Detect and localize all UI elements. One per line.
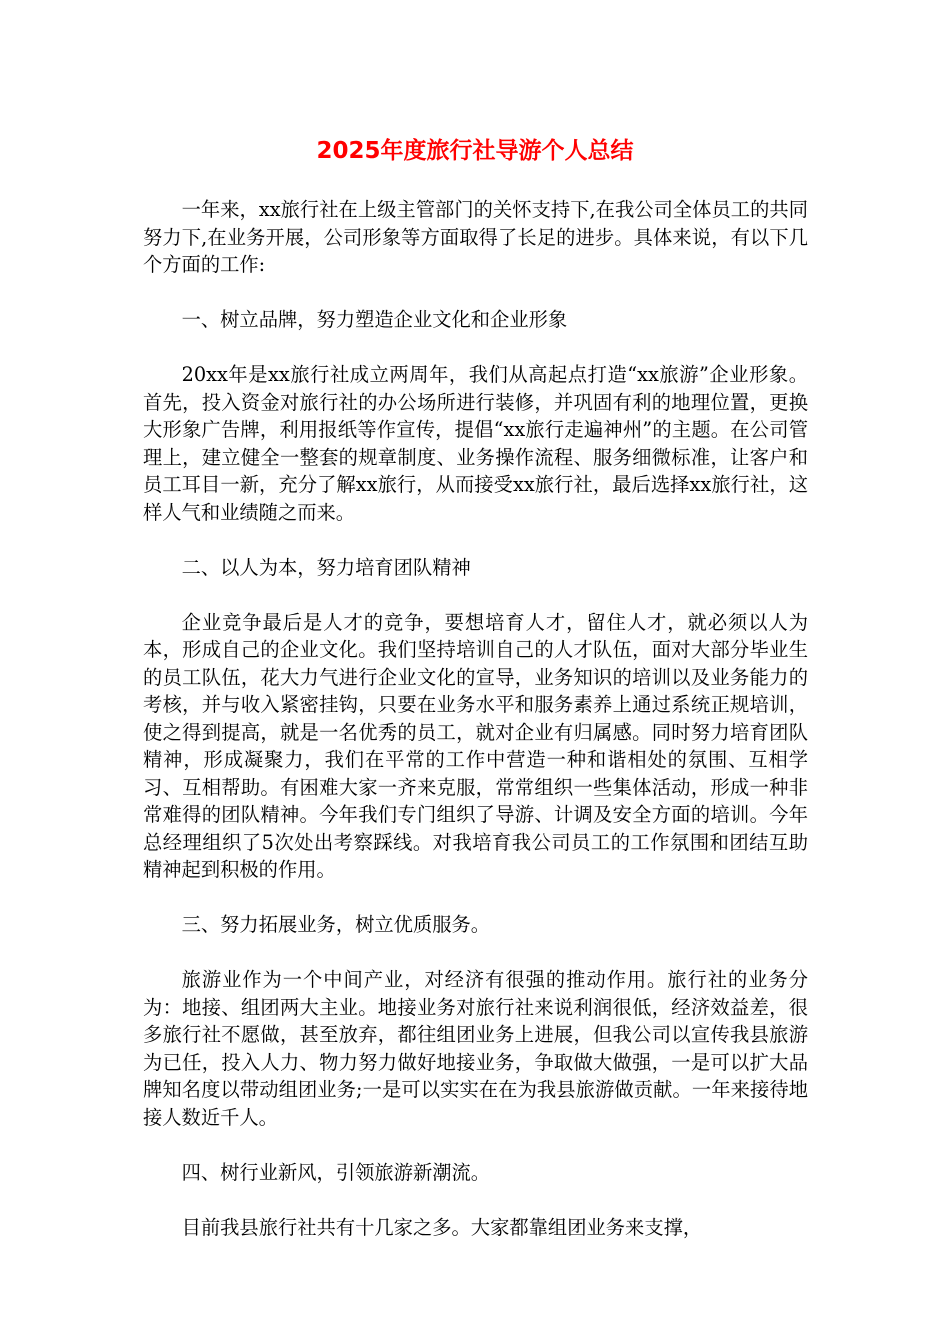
section-heading-2: 二、以人为本，努力培育团队精神 (181, 555, 471, 579)
paragraph-intro: 一年来，xx旅行社在上级主管部门的关怀支持下,在我公司全体员工的共同努力下,在业务开展，公司形象等方面取得了长足的进步。具体来说，有以下几个方面的工作: (143, 198, 808, 276)
paragraph-section-3: 旅游业作为一个中间产业，对经济有很强的推动作用。旅行社的业务分为：地接、组团两大主业。地接业务对旅行社来说利润很低，经济效益差，很多旅行社不愿做，甚至放弃，都往组团业务上进展，但我公司以宣传我县旅游为已任，投入人力、物力努力做好地接业务，争取做大做强，一是可以扩大品牌知名度以带动组团业务;一是可以实实在在为我县旅游做贡献。一年来接待地接人数近千人。 (143, 968, 808, 1129)
paragraph-section-2: 企业竞争最后是人才的竞争，要想培育人才，留住人才，就必须以人为本，形成自己的企业文化。我们坚持培训自己的人才队伍，面对大部分毕业生的员工队伍，花大力气进行企业文化的宣导，业务知识的培训以及业务能力的考核，并与收入紧密挂钩，只要在业务水平和服务素养上通过系统正规培训，使之得到提高，就是一名优秀的员工，就对企业有归属感。同时努力培育团队精神，形成凝聚力，我们在平常的工作中营造一种和谐相处的氛围、互相学习、互相帮助。有困难大家一齐来克服，常常组织一些集体活动，形成一种非常难得的团队精神。今年我们专门组织了导游、计调及安全方面的培训。今年总经理组织了5次处出考察踩线。对我培育我公司员工的工作氛围和团结互助精神起到积极的作用。 (143, 610, 808, 881)
section-heading-3: 三、努力拓展业务，树立优质服务。 (181, 913, 491, 936)
section-heading-1: 一、树立品牌，努力塑造企业文化和企业形象 (181, 308, 568, 331)
document-body (143, 196, 808, 1269)
paragraph-section-1: 20xx年是xx旅行社成立两周年，我们从高起点打造“xx旅游”企业形象。首先，投入资金对旅行社的办公场所进行装修，并巩固有利的地理位置，更换大形象广告牌，利用报纸等作宣传，提倡“xx旅行走遍神州”的主题。在公司管理上，建立健全一整套的规章制度、业务操作流程、服务细微标准，让客户和员工耳目一新，充分了解xx旅行，从而接受xx旅行社，最后选择xx旅行社，这样人气和业绩随之而来。 (143, 363, 808, 524)
section-heading-4: 四、树行业新风，引领旅游新潮流。 (181, 1160, 491, 1184)
paragraph-section-4: 目前我县旅行社共有十几家之多。大家都靠组团业务来支撑， (181, 1215, 703, 1239)
document-title: 2025年度旅行社导游个人总结 (316, 138, 634, 164)
